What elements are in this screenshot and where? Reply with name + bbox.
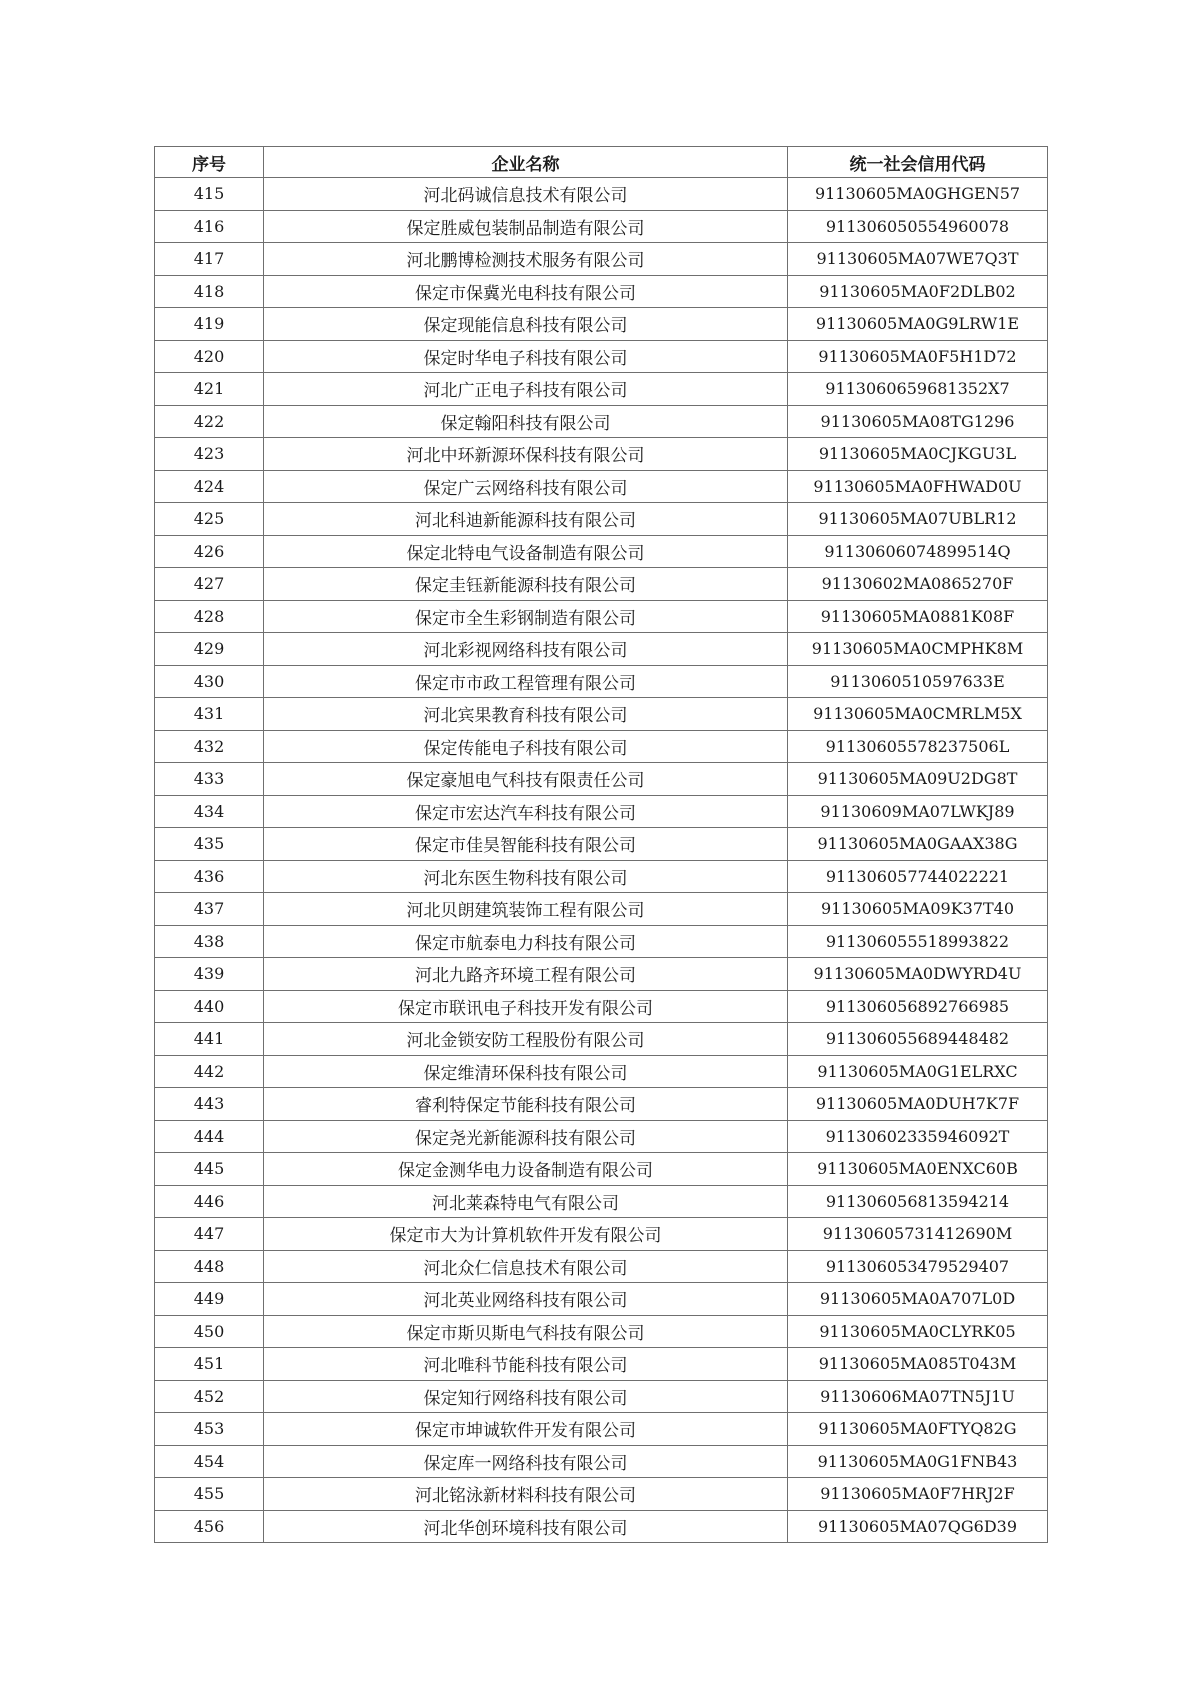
table-row [155,958,1048,991]
row-credit-code: 91130605MA0FTYQ82G [788,1413,1048,1446]
row-credit-code: 91130605MA0CMPHK8M [788,633,1048,666]
row-company-name: 河北彩视网络科技有限公司 [264,633,788,666]
header-row [155,147,1048,178]
table-row [155,698,1048,731]
row-index: 420 [155,340,264,373]
table-row [155,243,1048,276]
row-index: 432 [155,730,264,763]
row-company-name: 河北英业网络科技有限公司 [264,1283,788,1316]
row-index: 443 [155,1088,264,1121]
row-credit-code: 91130605MA07WE7Q3T [788,243,1048,276]
row-index: 442 [155,1055,264,1088]
table-row [155,1120,1048,1153]
table-row [155,1023,1048,1056]
row-company-name: 保定知行网络科技有限公司 [264,1380,788,1413]
row-index: 448 [155,1250,264,1283]
row-index: 430 [155,665,264,698]
row-company-name: 保定时华电子科技有限公司 [264,340,788,373]
table-row [155,1185,1048,1218]
row-company-name: 河北莱森特电气有限公司 [264,1185,788,1218]
table-row [155,795,1048,828]
row-credit-code: 911306055689448482 [788,1023,1048,1056]
row-index: 431 [155,698,264,731]
row-index: 451 [155,1348,264,1381]
table-row [155,860,1048,893]
row-index: 447 [155,1218,264,1251]
table-row [155,308,1048,341]
row-company-name: 河北金锁安防工程股份有限公司 [264,1023,788,1056]
row-credit-code: 91130605MA07UBLR12 [788,503,1048,536]
row-company-name: 保定市大为计算机软件开发有限公司 [264,1218,788,1251]
table-row [155,990,1048,1023]
row-company-name: 保定市斯贝斯电气科技有限公司 [264,1315,788,1348]
row-credit-code: 911306050554960078 [788,210,1048,243]
row-company-name: 河北中环新源环保科技有限公司 [264,438,788,471]
row-credit-code: 91130605MA0G9LRW1E [788,308,1048,341]
row-index: 428 [155,600,264,633]
row-company-name: 保定北特电气设备制造有限公司 [264,535,788,568]
row-credit-code: 91130605MA0CLYRK05 [788,1315,1048,1348]
row-index: 437 [155,893,264,926]
row-credit-code: 91130605MA09K37T40 [788,893,1048,926]
row-company-name: 河北科迪新能源科技有限公司 [264,503,788,536]
table-row [155,373,1048,406]
table-row [155,470,1048,503]
row-company-name: 河北宾果教育科技有限公司 [264,698,788,731]
header-index: 序号 [155,147,264,178]
table-row [155,1055,1048,1088]
row-company-name: 河北众仁信息技术有限公司 [264,1250,788,1283]
row-index: 445 [155,1153,264,1186]
table-row [155,1510,1048,1543]
row-company-name: 保定市坤诚软件开发有限公司 [264,1413,788,1446]
row-credit-code: 91130606MA07TN5J1U [788,1380,1048,1413]
row-company-name: 保定维清环保科技有限公司 [264,1055,788,1088]
row-index: 415 [155,178,264,211]
row-credit-code: 91130605MA0A707L0D [788,1283,1048,1316]
table-row [155,535,1048,568]
row-credit-code: 91130605MA0GAAX38G [788,828,1048,861]
row-credit-code: 91130605MA0ENXC60B [788,1153,1048,1186]
table-row [155,1218,1048,1251]
table-row [155,1088,1048,1121]
table-row [155,1478,1048,1511]
row-index: 424 [155,470,264,503]
table-row [155,438,1048,471]
table-row [155,600,1048,633]
row-company-name: 保定豪旭电气科技有限责任公司 [264,763,788,796]
table-row [155,210,1048,243]
header-company-name: 企业名称 [264,147,788,178]
table-row [155,1315,1048,1348]
row-index: 418 [155,275,264,308]
row-index: 456 [155,1510,264,1543]
table-row [155,275,1048,308]
row-credit-code: 91130605MA08TG1296 [788,405,1048,438]
row-company-name: 保定圭钰新能源科技有限公司 [264,568,788,601]
row-company-name: 河北鹏博检测技术服务有限公司 [264,243,788,276]
table-body [155,178,1048,1543]
table-row [155,763,1048,796]
table-row [155,1153,1048,1186]
table-row [155,1250,1048,1283]
table-row [155,633,1048,666]
row-company-name: 河北东医生物科技有限公司 [264,860,788,893]
row-credit-code: 91130605MA0F2DLB02 [788,275,1048,308]
row-credit-code: 91130609MA07LWKJ89 [788,795,1048,828]
row-company-name: 河北铭泳新材料科技有限公司 [264,1478,788,1511]
row-credit-code: 91130605MA0GHGEN57 [788,178,1048,211]
row-company-name: 河北唯科节能科技有限公司 [264,1348,788,1381]
row-credit-code: 911306055518993822 [788,925,1048,958]
row-company-name: 保定传能电子科技有限公司 [264,730,788,763]
table-row [155,340,1048,373]
row-company-name: 睿利特保定节能科技有限公司 [264,1088,788,1121]
row-credit-code: 91130605MA0DWYRD4U [788,958,1048,991]
table-row [155,405,1048,438]
row-credit-code: 911306057744022221 [788,860,1048,893]
row-credit-code: 9113060510597633E [788,665,1048,698]
row-index: 426 [155,535,264,568]
row-company-name: 河北广正电子科技有限公司 [264,373,788,406]
row-company-name: 河北华创环境科技有限公司 [264,1510,788,1543]
table-row [155,1283,1048,1316]
row-credit-code: 911306056813594214 [788,1185,1048,1218]
row-index: 429 [155,633,264,666]
row-index: 416 [155,210,264,243]
row-index: 452 [155,1380,264,1413]
row-company-name: 保定市宏达汽车科技有限公司 [264,795,788,828]
row-index: 444 [155,1120,264,1153]
row-index: 417 [155,243,264,276]
row-credit-code: 91130605731412690M [788,1218,1048,1251]
table-row [155,1348,1048,1381]
row-credit-code: 9113060659681352X7 [788,373,1048,406]
table-row [155,893,1048,926]
table-row [155,503,1048,536]
row-company-name: 保定尧光新能源科技有限公司 [264,1120,788,1153]
row-index: 435 [155,828,264,861]
table-row [155,568,1048,601]
row-company-name: 河北九路齐环境工程有限公司 [264,958,788,991]
row-credit-code: 911306053479529407 [788,1250,1048,1283]
row-index: 441 [155,1023,264,1056]
table-row [155,730,1048,763]
row-credit-code: 91130605578237506L [788,730,1048,763]
row-company-name: 保定市保冀光电科技有限公司 [264,275,788,308]
table-row [155,178,1048,211]
table-row [155,828,1048,861]
row-company-name: 保定市航泰电力科技有限公司 [264,925,788,958]
row-credit-code: 91130605MA07QG6D39 [788,1510,1048,1543]
row-company-name: 保定胜威包装制品制造有限公司 [264,210,788,243]
row-company-name: 河北码诚信息技术有限公司 [264,178,788,211]
row-credit-code: 91130606074899514Q [788,535,1048,568]
row-credit-code: 91130602335946092T [788,1120,1048,1153]
row-company-name: 保定市佳昊智能科技有限公司 [264,828,788,861]
row-company-name: 保定翰阳科技有限公司 [264,405,788,438]
row-company-name: 保定市市政工程管理有限公司 [264,665,788,698]
row-credit-code: 91130605MA0DUH7K7F [788,1088,1048,1121]
row-index: 438 [155,925,264,958]
row-credit-code: 91130605MA0CJKGU3L [788,438,1048,471]
table-row [155,1413,1048,1446]
row-index: 453 [155,1413,264,1446]
row-index: 455 [155,1478,264,1511]
row-index: 425 [155,503,264,536]
row-index: 449 [155,1283,264,1316]
table-row [155,1445,1048,1478]
row-index: 450 [155,1315,264,1348]
enterprise-registry-table [154,146,1048,1543]
table-header [155,147,1048,178]
row-index: 454 [155,1445,264,1478]
header-credit-code: 统一社会信用代码 [788,147,1048,178]
row-company-name: 保定库一网络科技有限公司 [264,1445,788,1478]
row-index: 421 [155,373,264,406]
row-credit-code: 91130605MA085T043M [788,1348,1048,1381]
row-credit-code: 91130605MA09U2DG8T [788,763,1048,796]
row-credit-code: 911306056892766985 [788,990,1048,1023]
row-company-name: 保定现能信息科技有限公司 [264,308,788,341]
row-company-name: 保定市全生彩钢制造有限公司 [264,600,788,633]
row-credit-code: 91130602MA0865270F [788,568,1048,601]
row-index: 419 [155,308,264,341]
row-index: 440 [155,990,264,1023]
row-index: 427 [155,568,264,601]
row-index: 434 [155,795,264,828]
row-company-name: 保定广云网络科技有限公司 [264,470,788,503]
table-row [155,1380,1048,1413]
row-index: 436 [155,860,264,893]
row-index: 422 [155,405,264,438]
row-credit-code: 91130605MA0G1FNB43 [788,1445,1048,1478]
row-credit-code: 91130605MA0F5H1D72 [788,340,1048,373]
row-credit-code: 91130605MA0G1ELRXC [788,1055,1048,1088]
table-row [155,925,1048,958]
table-row [155,665,1048,698]
row-index: 439 [155,958,264,991]
row-company-name: 保定市联讯电子科技开发有限公司 [264,990,788,1023]
row-credit-code: 91130605MA0F7HRJ2F [788,1478,1048,1511]
row-credit-code: 91130605MA0FHWAD0U [788,470,1048,503]
row-index: 433 [155,763,264,796]
row-index: 423 [155,438,264,471]
row-credit-code: 91130605MA0881K08F [788,600,1048,633]
row-index: 446 [155,1185,264,1218]
row-company-name: 保定金测华电力设备制造有限公司 [264,1153,788,1186]
row-company-name: 河北贝朗建筑装饰工程有限公司 [264,893,788,926]
row-credit-code: 91130605MA0CMRLM5X [788,698,1048,731]
